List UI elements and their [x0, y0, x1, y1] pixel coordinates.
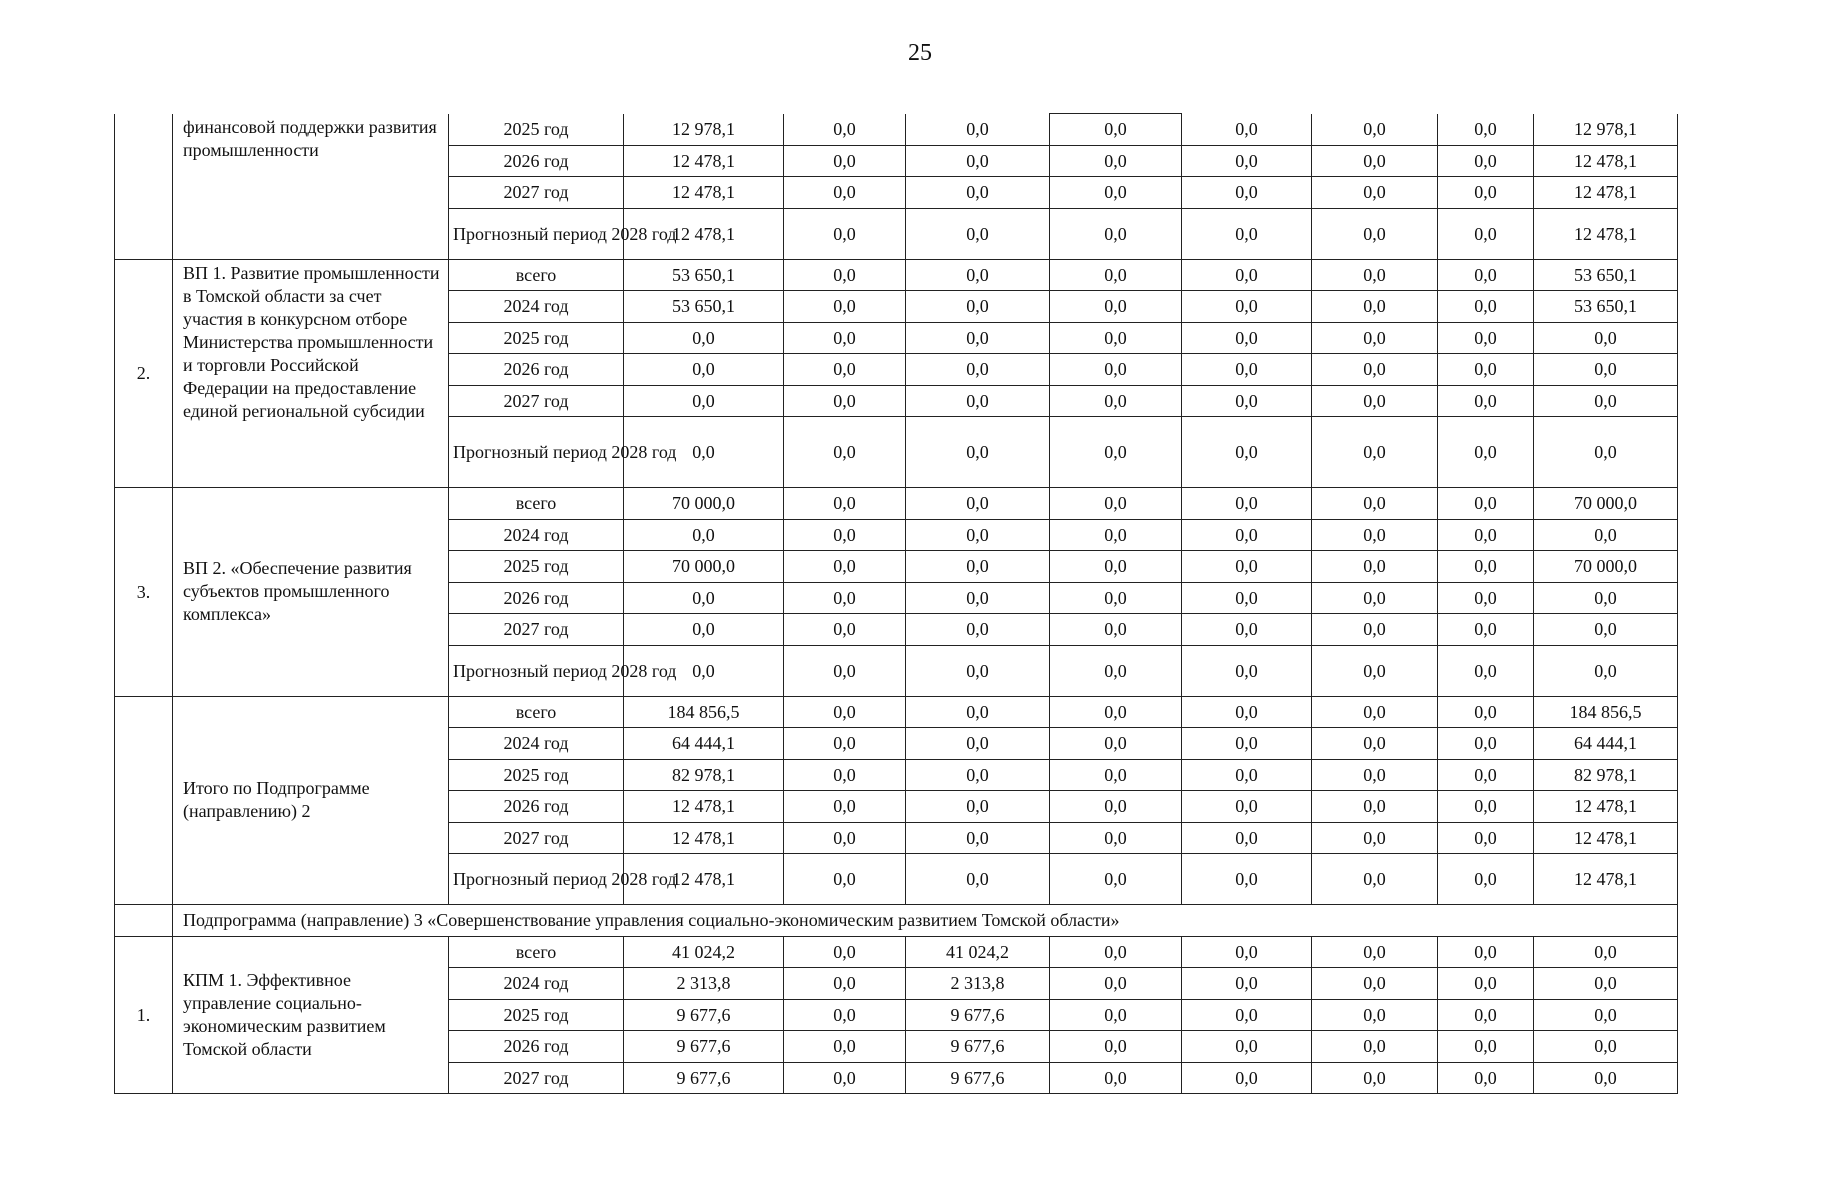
value-cell: 0,0	[1312, 385, 1438, 417]
value-cell: 0,0	[906, 488, 1050, 520]
row-number: 1.	[115, 936, 173, 1094]
value-cell: 12 978,1	[1534, 114, 1678, 146]
page-number: 25	[908, 40, 932, 66]
value-cell: 0,0	[784, 488, 906, 520]
value-cell: 0,0	[906, 114, 1050, 146]
subprogram-title-row	[115, 905, 1678, 937]
row-number	[115, 114, 173, 260]
value-cell: 0,0	[1312, 1062, 1438, 1094]
value-cell: 0,0	[784, 999, 906, 1031]
value-cell: 0,0	[784, 354, 906, 386]
value-cell: 0,0	[1312, 177, 1438, 209]
table-row	[115, 259, 1678, 291]
value-cell: 53 650,1	[1534, 259, 1678, 291]
value-cell: 0,0	[1182, 614, 1312, 646]
value-cell: 0,0	[906, 354, 1050, 386]
value-cell: 0,0	[1182, 759, 1312, 791]
value-cell: 0,0	[784, 259, 906, 291]
value-cell: 12 478,1	[624, 791, 784, 823]
value-cell: 0,0	[1312, 696, 1438, 728]
value-cell: 0,0	[1438, 519, 1534, 551]
value-cell: 0,0	[1312, 208, 1438, 259]
value-cell: 0,0	[906, 417, 1050, 488]
value-cell: 0,0	[1050, 385, 1182, 417]
value-cell: 0,0	[1438, 614, 1534, 646]
row-name: КПМ 1. Эффективное управление социально-экономическим развитием Томской области	[173, 936, 449, 1094]
budget-table	[114, 113, 1678, 1094]
value-cell: 2 313,8	[906, 968, 1050, 1000]
value-cell: 0,0	[1312, 759, 1438, 791]
value-cell: 0,0	[1312, 936, 1438, 968]
value-cell: 12 478,1	[1534, 791, 1678, 823]
period-cell: 2027 год	[449, 614, 624, 646]
value-cell: 9 677,6	[906, 1062, 1050, 1094]
period-cell: 2027 год	[449, 385, 624, 417]
value-cell: 0,0	[784, 936, 906, 968]
period-cell: 2027 год	[449, 1062, 624, 1094]
value-cell: 0,0	[906, 145, 1050, 177]
value-cell: 0,0	[1534, 1031, 1678, 1063]
row-name: финансовой поддержки развития промышленности	[173, 114, 449, 260]
value-cell: 0,0	[784, 791, 906, 823]
value-cell: 0,0	[1438, 488, 1534, 520]
value-cell: 0,0	[784, 1062, 906, 1094]
value-cell: 41 024,2	[906, 936, 1050, 968]
value-cell: 0,0	[1182, 696, 1312, 728]
value-cell: 0,0	[1312, 354, 1438, 386]
value-cell: 0,0	[784, 854, 906, 905]
value-cell: 0,0	[1182, 417, 1312, 488]
value-cell: 0,0	[1050, 645, 1182, 696]
period-cell: Прогнозный период 2028 год	[449, 645, 624, 696]
value-cell: 0,0	[1182, 145, 1312, 177]
value-cell: 0,0	[1312, 791, 1438, 823]
value-cell: 0,0	[1438, 259, 1534, 291]
value-cell: 0,0	[784, 385, 906, 417]
value-cell: 9 677,6	[624, 1062, 784, 1094]
value-cell: 0,0	[1182, 936, 1312, 968]
value-cell: 70 000,0	[624, 488, 784, 520]
value-cell: 0,0	[1182, 385, 1312, 417]
period-cell: всего	[449, 936, 624, 968]
value-cell: 82 978,1	[1534, 759, 1678, 791]
value-cell: 0,0	[1182, 551, 1312, 583]
value-cell: 0,0	[1050, 759, 1182, 791]
value-cell: 0,0	[1050, 259, 1182, 291]
value-cell: 53 650,1	[1534, 291, 1678, 323]
value-cell: 82 978,1	[624, 759, 784, 791]
value-cell: 0,0	[1312, 145, 1438, 177]
value-cell: 70 000,0	[1534, 551, 1678, 583]
value-cell: 0,0	[1050, 551, 1182, 583]
value-cell: 0,0	[1438, 1062, 1534, 1094]
value-cell: 0,0	[906, 791, 1050, 823]
value-cell: 0,0	[1438, 551, 1534, 583]
value-cell: 0,0	[906, 177, 1050, 209]
value-cell: 0,0	[624, 385, 784, 417]
value-cell: 0,0	[1438, 728, 1534, 760]
value-cell: 0,0	[1312, 259, 1438, 291]
value-cell: 0,0	[784, 208, 906, 259]
value-cell: 0,0	[784, 614, 906, 646]
row-name: Итого по Подпрограмме (направлению) 2	[173, 696, 449, 905]
value-cell: 12 478,1	[624, 208, 784, 259]
value-cell: 0,0	[1438, 114, 1534, 146]
value-cell: 0,0	[1050, 417, 1182, 488]
value-cell: 0,0	[906, 854, 1050, 905]
value-cell: 0,0	[1312, 417, 1438, 488]
value-cell: 0,0	[1438, 385, 1534, 417]
period-cell: всего	[449, 259, 624, 291]
value-cell: 0,0	[1182, 519, 1312, 551]
value-cell: 0,0	[1534, 645, 1678, 696]
value-cell: 0,0	[1182, 854, 1312, 905]
value-cell: 0,0	[1312, 114, 1438, 146]
value-cell: 64 444,1	[1534, 728, 1678, 760]
value-cell: 0,0	[1312, 645, 1438, 696]
value-cell: 0,0	[1438, 822, 1534, 854]
period-cell: 2026 год	[449, 582, 624, 614]
period-cell: Прогнозный период 2028 год	[449, 417, 624, 488]
period-cell: Прогнозный период 2028 год	[449, 854, 624, 905]
value-cell: 0,0	[906, 385, 1050, 417]
period-cell: Прогнозный период 2028 год	[449, 208, 624, 259]
value-cell: 0,0	[1438, 791, 1534, 823]
value-cell: 0,0	[1534, 968, 1678, 1000]
value-cell: 0,0	[1534, 519, 1678, 551]
period-cell: 2026 год	[449, 1031, 624, 1063]
value-cell: 0,0	[1438, 1031, 1534, 1063]
row-number	[115, 905, 173, 937]
value-cell: 0,0	[1312, 291, 1438, 323]
value-cell: 0,0	[906, 259, 1050, 291]
value-cell: 0,0	[784, 322, 906, 354]
value-cell: 0,0	[1182, 1031, 1312, 1063]
value-cell: 0,0	[1438, 145, 1534, 177]
value-cell: 12 478,1	[624, 145, 784, 177]
value-cell: 0,0	[1182, 291, 1312, 323]
value-cell: 53 650,1	[624, 259, 784, 291]
value-cell: 0,0	[624, 354, 784, 386]
value-cell: 0,0	[1182, 791, 1312, 823]
value-cell: 0,0	[1050, 488, 1182, 520]
value-cell: 0,0	[1050, 208, 1182, 259]
value-cell: 0,0	[1438, 291, 1534, 323]
value-cell: 0,0	[1050, 728, 1182, 760]
value-cell: 0,0	[1050, 822, 1182, 854]
period-cell: 2024 год	[449, 519, 624, 551]
value-cell: 0,0	[784, 519, 906, 551]
value-cell: 0,0	[1182, 822, 1312, 854]
value-cell: 0,0	[1438, 417, 1534, 488]
value-cell: 0,0	[1050, 854, 1182, 905]
value-cell: 0,0	[906, 614, 1050, 646]
value-cell: 0,0	[1182, 259, 1312, 291]
table-row	[115, 488, 1678, 520]
value-cell: 0,0	[1050, 968, 1182, 1000]
value-cell: 0,0	[1312, 322, 1438, 354]
value-cell: 0,0	[1050, 145, 1182, 177]
value-cell: 12 478,1	[624, 854, 784, 905]
value-cell: 0,0	[1050, 791, 1182, 823]
value-cell: 0,0	[1312, 999, 1438, 1031]
period-cell: 2025 год	[449, 999, 624, 1031]
period-cell: всего	[449, 488, 624, 520]
value-cell: 0,0	[1438, 177, 1534, 209]
value-cell: 0,0	[624, 614, 784, 646]
value-cell: 12 478,1	[1534, 208, 1678, 259]
value-cell: 0,0	[906, 322, 1050, 354]
period-cell: 2027 год	[449, 177, 624, 209]
period-cell: 2024 год	[449, 291, 624, 323]
value-cell: 2 313,8	[624, 968, 784, 1000]
value-cell: 9 677,6	[624, 1031, 784, 1063]
value-cell: 0,0	[1534, 385, 1678, 417]
value-cell: 12 978,1	[624, 114, 784, 146]
value-cell: 9 677,6	[906, 999, 1050, 1031]
value-cell: 0,0	[1182, 582, 1312, 614]
value-cell: 0,0	[1050, 1031, 1182, 1063]
value-cell: 0,0	[906, 822, 1050, 854]
table-body	[115, 114, 1678, 1094]
value-cell: 0,0	[1182, 488, 1312, 520]
value-cell: 0,0	[1050, 999, 1182, 1031]
value-cell: 0,0	[1534, 1062, 1678, 1094]
value-cell: 70 000,0	[624, 551, 784, 583]
value-cell: 0,0	[1050, 696, 1182, 728]
period-cell: 2026 год	[449, 354, 624, 386]
value-cell: 0,0	[1182, 968, 1312, 1000]
value-cell: 0,0	[1438, 645, 1534, 696]
value-cell: 0,0	[784, 822, 906, 854]
value-cell: 0,0	[906, 645, 1050, 696]
value-cell: 0,0	[784, 114, 906, 146]
value-cell: 0,0	[1312, 854, 1438, 905]
value-cell: 0,0	[1312, 582, 1438, 614]
value-cell: 0,0	[1050, 114, 1182, 146]
value-cell: 0,0	[906, 519, 1050, 551]
value-cell: 0,0	[784, 582, 906, 614]
value-cell: 0,0	[1182, 999, 1312, 1031]
value-cell: 0,0	[1534, 614, 1678, 646]
value-cell: 53 650,1	[624, 291, 784, 323]
period-cell: всего	[449, 696, 624, 728]
value-cell: 0,0	[1438, 968, 1534, 1000]
row-number: 2.	[115, 259, 173, 488]
value-cell: 0,0	[1182, 177, 1312, 209]
value-cell: 0,0	[784, 728, 906, 760]
table-row	[115, 114, 1678, 146]
value-cell: 0,0	[1438, 759, 1534, 791]
value-cell: 0,0	[1182, 1062, 1312, 1094]
value-cell: 0,0	[906, 759, 1050, 791]
value-cell: 0,0	[784, 551, 906, 583]
value-cell: 0,0	[1312, 728, 1438, 760]
value-cell: 0,0	[1534, 999, 1678, 1031]
value-cell: 0,0	[1050, 322, 1182, 354]
value-cell: 0,0	[1182, 322, 1312, 354]
period-cell: 2026 год	[449, 145, 624, 177]
value-cell: 0,0	[1438, 582, 1534, 614]
value-cell: 0,0	[784, 759, 906, 791]
value-cell: 0,0	[1050, 1062, 1182, 1094]
row-number	[115, 696, 173, 905]
value-cell: 0,0	[1050, 519, 1182, 551]
value-cell: 0,0	[1050, 177, 1182, 209]
row-name: ВП 2. «Обеспечение развития субъектов промышленного комплекса»	[173, 488, 449, 697]
value-cell: 0,0	[1534, 354, 1678, 386]
value-cell: 0,0	[906, 291, 1050, 323]
value-cell: 0,0	[1534, 322, 1678, 354]
value-cell: 0,0	[624, 645, 784, 696]
value-cell: 0,0	[624, 417, 784, 488]
period-cell: 2026 год	[449, 791, 624, 823]
value-cell: 0,0	[624, 322, 784, 354]
value-cell: 0,0	[784, 177, 906, 209]
table-row	[115, 936, 1678, 968]
value-cell: 0,0	[784, 145, 906, 177]
value-cell: 0,0	[1534, 417, 1678, 488]
value-cell: 41 024,2	[624, 936, 784, 968]
period-cell: 2027 год	[449, 822, 624, 854]
value-cell: 0,0	[1438, 208, 1534, 259]
value-cell: 0,0	[1182, 354, 1312, 386]
value-cell: 0,0	[784, 291, 906, 323]
value-cell: 0,0	[784, 1031, 906, 1063]
value-cell: 0,0	[1438, 354, 1534, 386]
value-cell: 9 677,6	[906, 1031, 1050, 1063]
value-cell: 0,0	[1438, 999, 1534, 1031]
value-cell: 64 444,1	[624, 728, 784, 760]
value-cell: 0,0	[1438, 322, 1534, 354]
value-cell: 0,0	[1312, 968, 1438, 1000]
value-cell: 12 478,1	[1534, 854, 1678, 905]
value-cell: 0,0	[1312, 519, 1438, 551]
row-number: 3.	[115, 488, 173, 697]
value-cell: 0,0	[784, 645, 906, 696]
subprogram-title: Подпрограмма (направление) 3 «Совершенствование управления социально-экономическим развитием Томской области»	[173, 905, 1678, 937]
period-cell: 2025 год	[449, 114, 624, 146]
value-cell: 0,0	[624, 519, 784, 551]
value-cell: 0,0	[1182, 114, 1312, 146]
value-cell: 12 478,1	[624, 822, 784, 854]
row-name: ВП 1. Развитие промышленности в Томской области за счет участия в конкурсном отборе Министерства промышленности и торговли Российской Федерации на предоставление единой региональной субсидии	[173, 259, 449, 488]
value-cell: 0,0	[1182, 728, 1312, 760]
value-cell: 0,0	[906, 728, 1050, 760]
period-cell: 2025 год	[449, 759, 624, 791]
value-cell: 0,0	[1438, 696, 1534, 728]
period-cell: 2024 год	[449, 968, 624, 1000]
value-cell: 0,0	[1312, 488, 1438, 520]
value-cell: 0,0	[1050, 291, 1182, 323]
value-cell: 12 478,1	[1534, 145, 1678, 177]
value-cell: 0,0	[1050, 354, 1182, 386]
value-cell: 0,0	[624, 582, 784, 614]
value-cell: 0,0	[1182, 645, 1312, 696]
period-cell: 2025 год	[449, 551, 624, 583]
value-cell: 0,0	[1312, 551, 1438, 583]
value-cell: 0,0	[784, 968, 906, 1000]
value-cell: 0,0	[784, 417, 906, 488]
value-cell: 0,0	[1050, 582, 1182, 614]
value-cell: 12 478,1	[1534, 822, 1678, 854]
value-cell: 184 856,5	[624, 696, 784, 728]
table-row	[115, 696, 1678, 728]
value-cell: 9 677,6	[624, 999, 784, 1031]
value-cell: 0,0	[1438, 854, 1534, 905]
value-cell: 0,0	[906, 208, 1050, 259]
value-cell: 12 478,1	[1534, 177, 1678, 209]
value-cell: 184 856,5	[1534, 696, 1678, 728]
value-cell: 0,0	[906, 696, 1050, 728]
value-cell: 0,0	[1534, 936, 1678, 968]
value-cell: 0,0	[784, 696, 906, 728]
value-cell: 0,0	[1534, 582, 1678, 614]
value-cell: 0,0	[1312, 822, 1438, 854]
period-cell: 2024 год	[449, 728, 624, 760]
value-cell: 0,0	[1312, 614, 1438, 646]
value-cell: 70 000,0	[1534, 488, 1678, 520]
value-cell: 0,0	[906, 582, 1050, 614]
value-cell: 0,0	[1050, 936, 1182, 968]
value-cell: 0,0	[1438, 936, 1534, 968]
value-cell: 0,0	[1312, 1031, 1438, 1063]
value-cell: 12 478,1	[624, 177, 784, 209]
period-cell: 2025 год	[449, 322, 624, 354]
value-cell: 0,0	[1050, 614, 1182, 646]
value-cell: 0,0	[906, 551, 1050, 583]
value-cell: 0,0	[1182, 208, 1312, 259]
